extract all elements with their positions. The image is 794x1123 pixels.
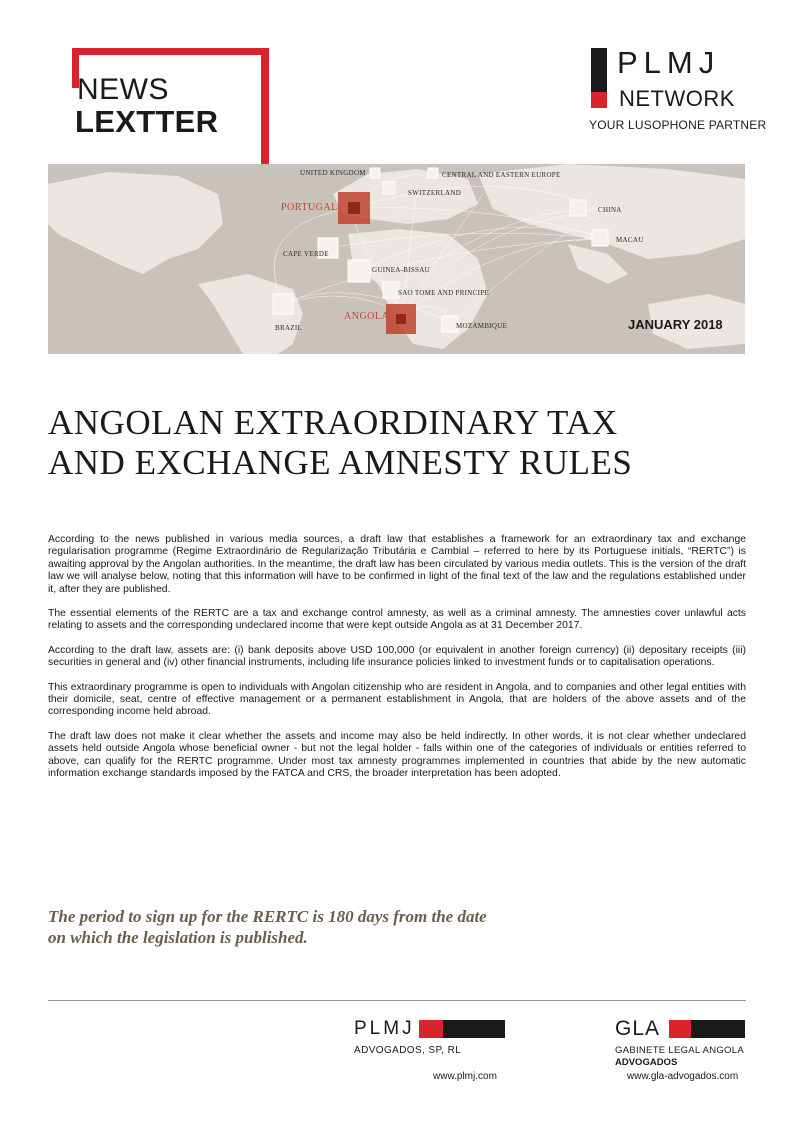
- footer-plmj-url[interactable]: www.plmj.com: [433, 1071, 497, 1082]
- network-tagline: YOUR LUSOPHONE PARTNER: [589, 118, 767, 132]
- article-title-line1: ANGOLAN EXTRAORDINARY TAX: [48, 403, 618, 442]
- pull-quote-line1: The period to sign up for the RERTC is 180 days from the date: [48, 907, 487, 926]
- plmj-logo-black-bar: [591, 48, 607, 92]
- footer-gla-subtitle-2: ADVOGADOS: [615, 1057, 678, 1068]
- map-label-portugal: PORTUGAL: [281, 202, 338, 213]
- plmj-logo-red-square: [591, 92, 607, 108]
- network-logo-title: PLMJ: [617, 45, 721, 80]
- map-label-angola: ANGOLA: [344, 311, 390, 322]
- article-title-line2: AND EXCHANGE AMNESTY RULES: [48, 443, 633, 482]
- pull-quote-line2: on which the legislation is published.: [48, 928, 308, 947]
- map-label-brazil: BRAZIL: [275, 324, 303, 332]
- footer-gla-name: GLA: [615, 1017, 661, 1040]
- map-label-macau: MACAU: [616, 236, 644, 244]
- footer-gla-subtitle: GABINETE LEGAL ANGOLA: [615, 1045, 744, 1056]
- paragraph-5: The draft law does not make it clear whether the assets and income may also be held indirectly. In other words, it is not clear whether undeclared assets held outside Angola whose beneficial owner - but not the legal holder - falls within one of the categories of individuals or entities referred to above, can qualify for the RERTC programme. Under most tax amnesty programmes implemented in countries that abide by the new automatic information exchange standards imposed by the FATCA and CRS, the broader interpretation has been adopted.: [48, 730, 746, 780]
- map-label-united-kingdom: UNITED KINGDOM: [300, 169, 366, 177]
- paragraph-4: This extraordinary programme is open to individuals with Angolan citizenship who are resident in Angola, and to companies and other legal entities with their domicile, seat, centre of effective management or a permanent establishment in Angola, that are holders of the above assets and of the corresponding income held abroad.: [48, 681, 746, 718]
- newsletter-logo-line2: LEXTTER: [75, 104, 219, 139]
- footer-gla-red-block: [669, 1020, 691, 1038]
- footer-divider: [48, 1000, 746, 1001]
- footer-gla-url[interactable]: www.gla-advogados.com: [627, 1071, 739, 1082]
- map-label-china: CHINA: [598, 206, 622, 214]
- paragraph-1: According to the news published in various media sources, a draft law that establishes a framework for an extraordinary tax and exchange regularisation programme (Regime Extraordinário de Regularização Tributária e Cambial – referred to here by its Portuguese initials, “RERTC”) is awaiting approval by the Angolan authorities. In the meantime, the draft law has been circulated by various media outlets. This is the version of the draft law we will analyse below, noting that this information will have to be confirmed in light of the final text of the law and the regulations established under it, after they are published.: [48, 534, 746, 595]
- map-label-switzerland: SWITZERLAND: [408, 189, 462, 197]
- world-map-banner: [48, 164, 745, 354]
- footer-plmj-name: PLMJ: [354, 1018, 415, 1039]
- footer-plmj-red-block: [419, 1020, 443, 1038]
- article-title: [48, 403, 748, 483]
- network-logo-subtitle: NETWORK: [619, 86, 735, 111]
- footer-plmj-black-block: [443, 1020, 505, 1038]
- pull-quote: [48, 906, 568, 948]
- paragraph-3: According to the draft law, assets are: (i) bank deposits above USD 100,000 (or equivalent in another foreign currency) (ii) depositary receipts (iii) securities in general and (iv) other financial instruments, including life insurance policies linked to investment funds or to capitalisation operations.: [48, 644, 746, 669]
- newsletter-logo-line1: NEWS: [77, 73, 169, 106]
- frame-top-edge: [72, 48, 269, 55]
- issue-date: JANUARY 2018: [628, 317, 723, 332]
- map-label-central-eastern-europe: CENTRAL AND EASTERN EUROPE: [442, 171, 561, 179]
- map-label-sao-tome: SAO TOME AND PRINCIPE: [398, 289, 490, 297]
- article-body: [48, 534, 746, 793]
- footer-gla-black-block: [691, 1020, 745, 1038]
- map-label-guinea-bissau: GUINEA-BISSAU: [372, 266, 430, 274]
- paragraph-2: The essential elements of the RERTC are a tax and exchange control amnesty, as well as a criminal amnesty. The amnesties cover unlawful acts relating to assets and the corresponding undeclared income that were kept outside Angola as at 31 December 2017.: [48, 608, 746, 632]
- footer-plmj-subtitle: ADVOGADOS, SP, RL: [354, 1045, 462, 1056]
- map-label-cape-verde: CAPE VERDE: [283, 250, 329, 258]
- map-label-mozambique: MOZAMBIQUE: [456, 322, 508, 330]
